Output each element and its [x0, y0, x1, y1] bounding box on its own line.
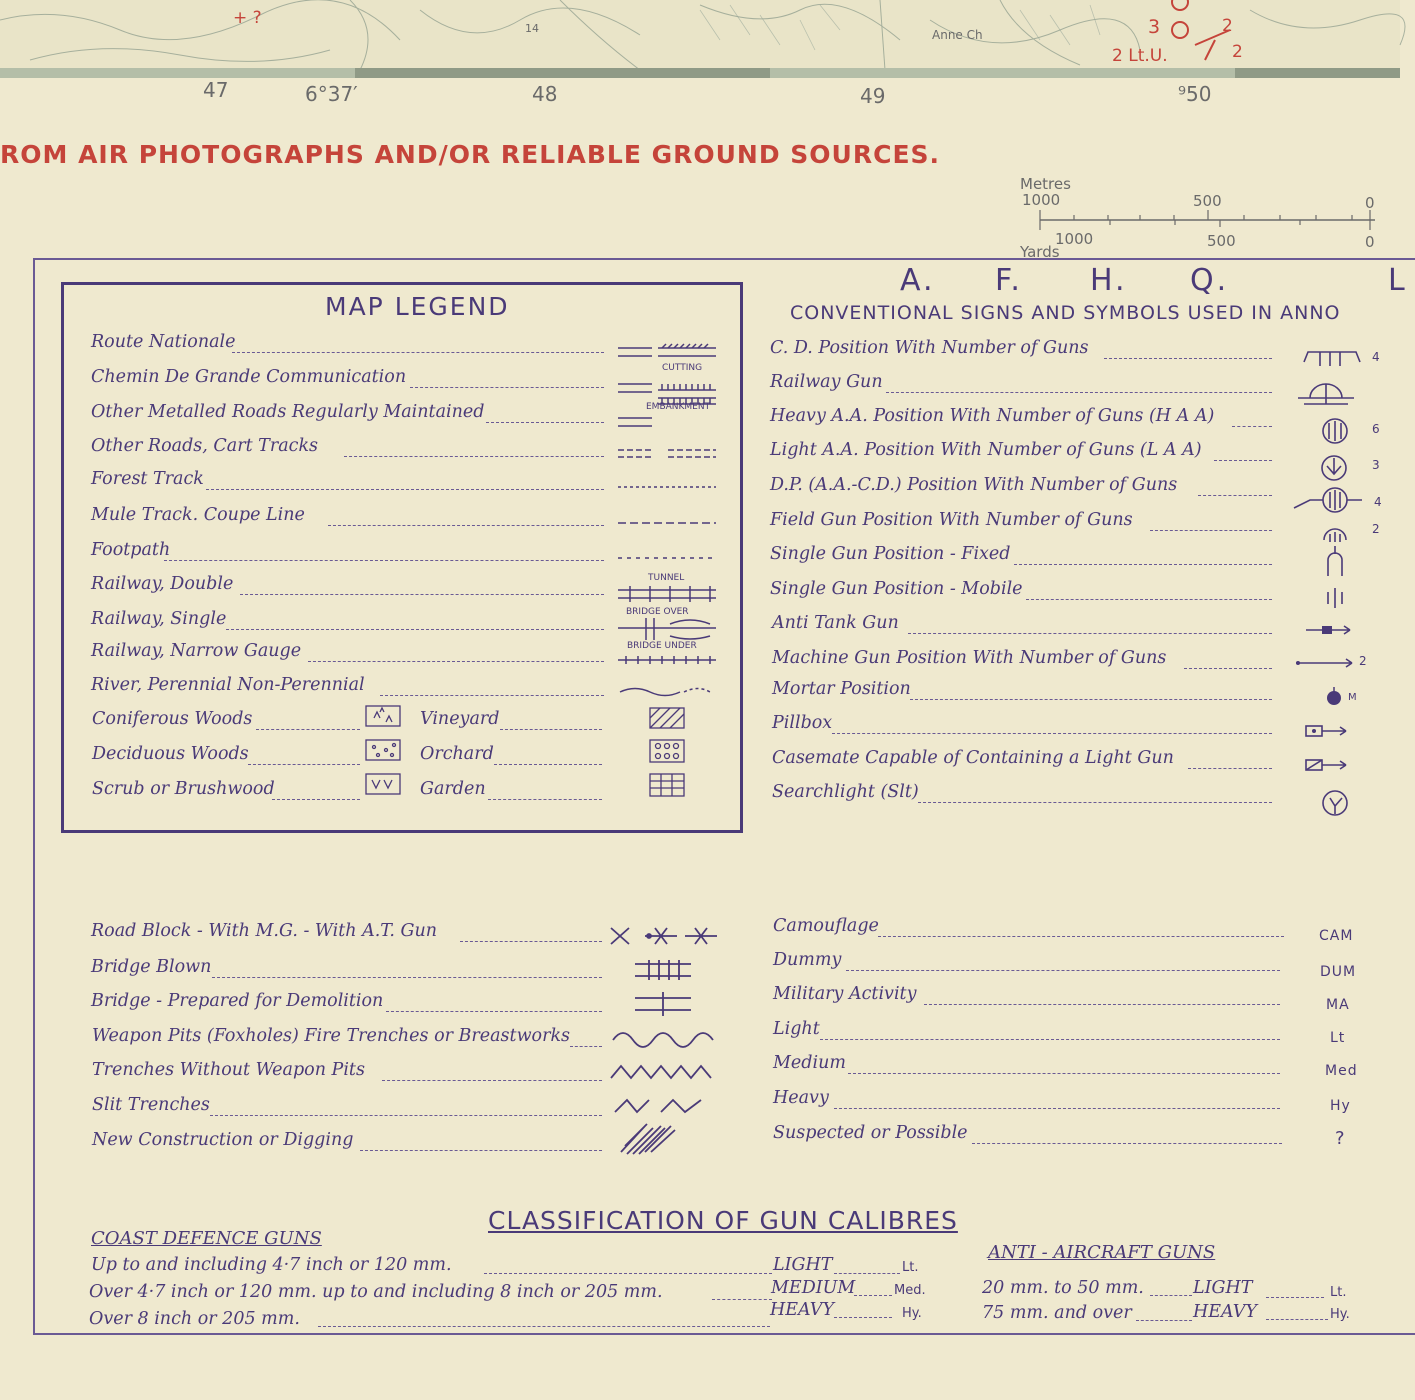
- defence-symbols: [605, 920, 725, 1160]
- leader-line: [570, 1046, 602, 1047]
- leader-line: [834, 1317, 892, 1318]
- calibre-row-abbr: Lt.: [902, 1260, 919, 1275]
- aa-row-abbr: Lt.: [1330, 1285, 1347, 1300]
- abbr-row-label: Camouflage: [773, 916, 879, 936]
- leader-line: [878, 936, 1284, 937]
- veg-label-left: Scrub or Brushwood: [92, 779, 275, 799]
- legend-row-label: Forest Track: [91, 469, 204, 489]
- afhq-number: 2: [1359, 654, 1367, 668]
- calibre-row-text: Over 4·7 inch or 120 mm. up to and including 8 inch or 205 mm.: [89, 1282, 663, 1302]
- leader-line: [1150, 1295, 1192, 1296]
- leader-line: [1136, 1320, 1192, 1321]
- legend-row-label: River, Perennial Non-Perennial: [91, 675, 365, 695]
- map-legend-title: MAP LEGEND: [325, 292, 510, 321]
- symbol-note-bridge-under: BRIDGE UNDER: [627, 641, 697, 651]
- scale-metres-1000: 1000: [1022, 191, 1061, 209]
- grid-label-50: ⁹50: [1178, 82, 1212, 106]
- leader-line: [834, 1273, 900, 1274]
- leader-line: [1214, 460, 1272, 461]
- leader-line: [1266, 1319, 1328, 1320]
- veg-label-right: Garden: [420, 779, 486, 799]
- veg-label-right: Orchard: [420, 744, 494, 764]
- leader-line: [1026, 599, 1272, 600]
- symbol-note-tunnel: TUNNEL: [648, 573, 685, 583]
- map-label-red-2b: 2: [1232, 42, 1243, 62]
- abbr-row-label: Military Activity: [773, 984, 917, 1004]
- afhq-row-label: Anti Tank Gun: [772, 613, 899, 633]
- grid-label-48: 48: [532, 82, 558, 106]
- leader-line: [328, 525, 604, 526]
- leader-line: [344, 456, 604, 457]
- source-banner: ROM AIR PHOTOGRAPHS AND/OR RELIABLE GROUND SOURCES.: [0, 140, 941, 169]
- afhq-letter-h: H.: [1090, 263, 1128, 298]
- aa-row-text: 75 mm. and over: [982, 1303, 1132, 1323]
- legend-row-label: Mule Track. Coupe Line: [91, 505, 305, 525]
- afhq-number: 3: [1372, 458, 1380, 472]
- leader-line: [256, 729, 360, 730]
- scale-yards-500: 500: [1207, 232, 1236, 250]
- scale-metres-0: 0: [1365, 194, 1375, 212]
- calibre-row-text: Up to and including 4·7 inch or 120 mm.: [91, 1255, 452, 1275]
- abbr-code: CAM: [1319, 928, 1354, 944]
- scale-metres-500: 500: [1193, 192, 1222, 210]
- afhq-row-label: Pillbox: [772, 713, 833, 733]
- leader-line: [832, 733, 1272, 734]
- leader-line: [972, 1143, 1282, 1144]
- leader-line: [212, 977, 602, 978]
- grid-label-47: 47: [203, 78, 229, 102]
- calibre-row-abbr: Med.: [894, 1283, 926, 1298]
- afhq-row-label: Field Gun Position With Number of Guns: [770, 510, 1133, 530]
- leader-line: [908, 633, 1272, 634]
- aa-row-class: HEAVY: [1193, 1302, 1257, 1322]
- leader-line: [1266, 1297, 1324, 1298]
- leader-line: [910, 699, 1272, 700]
- leader-line: [232, 352, 604, 353]
- afhq-row-label: D.P. (A.A.-C.D.) Position With Number of Guns: [770, 475, 1178, 495]
- defence-row-label: Bridge - Prepared for Demolition: [91, 991, 384, 1011]
- leader-line: [1232, 426, 1272, 427]
- afhq-row-label: Single Gun Position - Mobile: [770, 579, 1023, 599]
- leader-line: [308, 661, 604, 662]
- afhq-number: M: [1348, 692, 1357, 703]
- map-label-red-lt: 2 Lt.U.: [1112, 46, 1168, 66]
- leader-line: [210, 1115, 602, 1116]
- defence-row-label: Trenches Without Weapon Pits: [92, 1060, 365, 1080]
- scale-yards-label: Yards: [1020, 243, 1060, 261]
- abbr-code: DUM: [1320, 964, 1357, 980]
- aa-row-text: 20 mm. to 50 mm.: [982, 1278, 1144, 1298]
- afhq-row-label: Searchlight (Slt): [772, 782, 919, 802]
- afhq-gun-symbols: [1290, 340, 1370, 820]
- calibre-row-class: MEDIUM: [771, 1278, 856, 1298]
- leader-line: [380, 695, 604, 696]
- defence-row-label: Road Block - With M.G. - With A.T. Gun: [91, 921, 438, 941]
- leader-line: [248, 764, 360, 765]
- legend-row-label: Railway, Single: [91, 609, 227, 629]
- abbr-code: MA: [1326, 997, 1350, 1013]
- legend-row-label: Railway, Narrow Gauge: [91, 641, 302, 661]
- afhq-number: 2: [1372, 522, 1380, 536]
- afhq-row-label: Railway Gun: [770, 372, 883, 392]
- abbr-row-label: Medium: [773, 1053, 846, 1073]
- legend-row-label: Railway, Double: [91, 574, 234, 594]
- symbol-note-bridge-over: BRIDGE OVER: [626, 607, 689, 617]
- leader-line: [1150, 530, 1272, 531]
- scale-yards-0: 0: [1365, 233, 1375, 251]
- defence-row-label: Weapon Pits (Foxholes) Fire Trenches or Breastworks: [92, 1026, 571, 1046]
- leader-line: [410, 387, 604, 388]
- coast-defence-heading: COAST DEFENCE GUNS: [91, 1228, 322, 1249]
- leader-line: [484, 1273, 772, 1274]
- legend-row-label: Route Nationale: [91, 332, 236, 352]
- afhq-row-label: Mortar Position: [772, 679, 911, 699]
- legend-row-label: Chemin De Grande Communication: [91, 367, 407, 387]
- conventional-signs-subtitle: CONVENTIONAL SIGNS AND SYMBOLS USED IN ANNO: [790, 302, 1341, 324]
- veg-label-right: Vineyard: [420, 709, 500, 729]
- vegetation-symbols: [360, 700, 700, 810]
- leader-line: [918, 802, 1272, 803]
- leader-line: [460, 941, 602, 942]
- gun-calibres-title: CLASSIFICATION OF GUN CALIBRES: [488, 1206, 958, 1235]
- leader-line: [712, 1299, 772, 1300]
- leader-line: [924, 1004, 1280, 1005]
- leader-line: [846, 970, 1280, 971]
- afhq-number: 4: [1372, 350, 1380, 364]
- leader-line: [486, 422, 604, 423]
- leader-line: [206, 489, 604, 490]
- abbr-row-label: Light: [773, 1019, 820, 1039]
- defence-row-label: Slit Trenches: [92, 1095, 210, 1115]
- leader-line: [1198, 495, 1272, 496]
- calibre-row-abbr: Hy.: [902, 1306, 922, 1321]
- calibre-row-class: HEAVY: [770, 1300, 834, 1320]
- leader-line: [854, 1295, 892, 1296]
- veg-label-left: Deciduous Woods: [92, 744, 249, 764]
- afhq-row-label: Machine Gun Position With Number of Guns: [772, 648, 1167, 668]
- leader-line: [886, 392, 1272, 393]
- afhq-number: 6: [1372, 422, 1380, 436]
- map-sheet-strip: [0, 0, 1400, 78]
- legend-row-label: Other Roads, Cart Tracks: [91, 436, 319, 456]
- afhq-row-label: Single Gun Position - Fixed: [770, 544, 1011, 564]
- leader-line: [1014, 564, 1272, 565]
- abbr-code: Lt: [1330, 1030, 1346, 1046]
- symbol-note-cutting: CUTTING: [662, 363, 703, 373]
- afhq-row-label: C. D. Position With Number of Guns: [770, 338, 1089, 358]
- map-label-red-2a: 2: [1222, 16, 1233, 36]
- afhq-number: 4: [1374, 495, 1382, 509]
- defence-row-label: Bridge Blown: [91, 957, 212, 977]
- defence-row-label: New Construction or Digging: [92, 1130, 354, 1150]
- abbr-row-label: Heavy: [773, 1088, 829, 1108]
- leader-line: [382, 1080, 602, 1081]
- grid-label-49: 49: [860, 84, 886, 108]
- grid-label-longitude: 6°37′: [305, 82, 358, 106]
- map-label-14: 14: [525, 22, 539, 35]
- map-label-red-3: 3: [1148, 16, 1161, 38]
- map-topography: [0, 0, 1400, 78]
- symbol-note-embankment: EMBANKMENT: [646, 402, 711, 412]
- leader-line: [272, 799, 360, 800]
- scale-bar-ruler: [1040, 205, 1400, 235]
- abbr-row-label: Suspected or Possible: [773, 1123, 968, 1143]
- scale-metres-label: Metres: [1020, 175, 1071, 193]
- map-label-anne: Anne Ch: [932, 28, 983, 42]
- abbr-code: Med: [1325, 1063, 1358, 1079]
- leader-line: [834, 1108, 1280, 1109]
- leader-line: [848, 1073, 1280, 1074]
- anti-aircraft-heading: ANTI - AIRCRAFT GUNS: [988, 1242, 1216, 1263]
- map-label-red-query: + ?: [233, 8, 262, 28]
- aa-row-class: LIGHT: [1193, 1278, 1253, 1298]
- leader-line: [360, 1150, 602, 1151]
- legend-row-label: Footpath: [91, 540, 171, 560]
- afhq-row-label: Heavy A.A. Position With Number of Guns (H A A): [770, 406, 1215, 426]
- leader-line: [1184, 668, 1272, 669]
- leader-line: [386, 1011, 602, 1012]
- leader-line: [820, 1039, 1280, 1040]
- afhq-letter-a: A.: [900, 263, 936, 298]
- afhq-row-label: Casemate Capable of Containing a Light Gun: [772, 748, 1174, 768]
- abbr-row-label: Dummy: [773, 950, 842, 970]
- abbr-code: Hy: [1330, 1098, 1351, 1114]
- afhq-row-label: Light A.A. Position With Number of Guns (L A A): [770, 440, 1202, 460]
- abbr-code: ?: [1335, 1128, 1345, 1149]
- afhq-letter-l: L: [1388, 263, 1408, 298]
- aa-row-abbr: Hy.: [1330, 1307, 1350, 1322]
- leader-line: [226, 629, 604, 630]
- leader-line: [240, 594, 604, 595]
- leader-line: [1188, 768, 1272, 769]
- scale-yards-1000: 1000: [1055, 230, 1094, 248]
- afhq-letter-q: Q.: [1190, 263, 1230, 298]
- leader-line: [318, 1326, 770, 1327]
- calibre-row-text: Over 8 inch or 205 mm.: [89, 1309, 300, 1329]
- legend-row-label: Other Metalled Roads Regularly Maintained: [91, 402, 485, 422]
- leader-line: [1104, 358, 1272, 359]
- leader-line: [164, 560, 604, 561]
- veg-label-left: Coniferous Woods: [92, 709, 253, 729]
- afhq-letter-f: F.: [995, 263, 1023, 298]
- calibre-row-class: LIGHT: [773, 1255, 833, 1275]
